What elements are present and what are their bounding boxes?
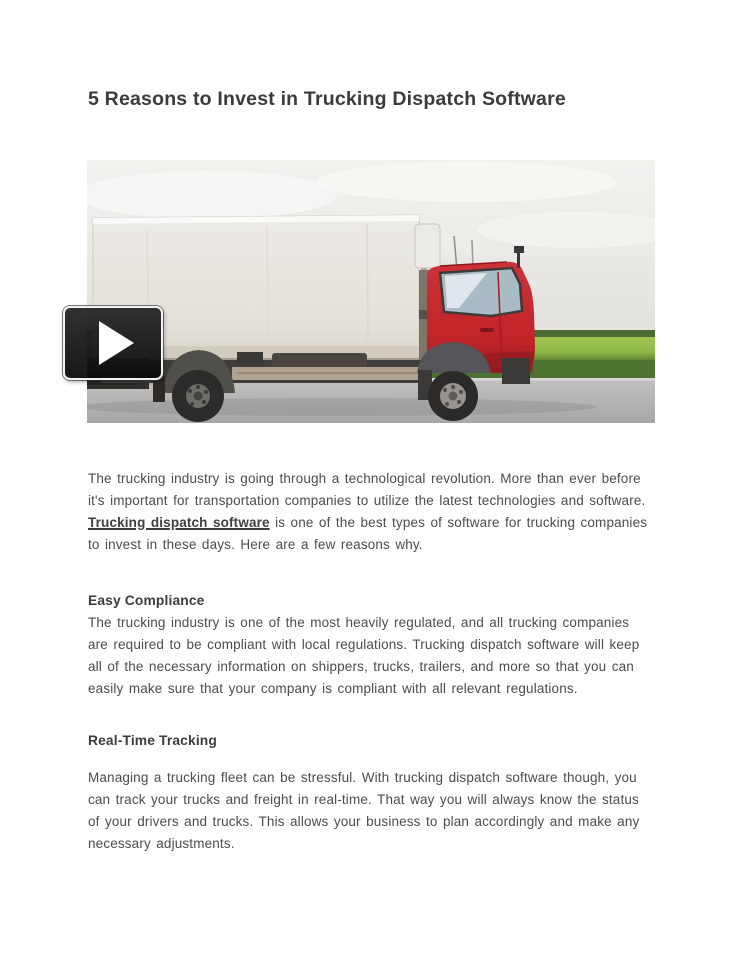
- front-wheel: [428, 371, 478, 421]
- section-body-real-time-tracking: Managing a trucking fleet can be stressful. With trucking dispatch software though, you can track your trucks and freight in real-time. That way you will always know the status of your drivers and trucks. This allows your business to plan accordingly and make any necessary adjustments.: [88, 770, 640, 851]
- section-body-easy-compliance: The trucking industry is one of the most heavily regulated, and all trucking companies are required to be compliant with local regulations. Trucking dispatch software will keep all of the necessary information on shippers, trucks, trailers, and more so that you can easily make sure that your company is compliant with all relevant regulations.: [88, 615, 640, 696]
- section-heading-easy-compliance: Easy Compliance: [88, 593, 205, 608]
- play-icon: [99, 321, 134, 365]
- video-thumbnail: [87, 160, 655, 423]
- video-play-button[interactable]: [63, 306, 163, 380]
- cloud: [87, 171, 337, 219]
- intro-paragraph: [88, 468, 653, 556]
- section-easy-compliance: [88, 590, 653, 700]
- cab-step: [502, 358, 530, 384]
- trucking-dispatch-software-link[interactable]: Trucking dispatch software: [88, 515, 270, 530]
- section-real-time-tracking: [88, 730, 653, 855]
- mirror: [514, 246, 524, 253]
- intro-text-after-link: is one of the best types of software for trucking companies to invest in these days. Here are a few reasons why.: [88, 515, 648, 552]
- section-heading-real-time-tracking: Real-Time Tracking: [88, 733, 217, 748]
- article-content: [88, 0, 653, 855]
- truck-photo: [87, 160, 655, 423]
- cloud: [317, 162, 617, 202]
- intro-text-before-link: The trucking industry is going through a technological revolution. More than ever before it's important for transportation companies to utilize the latest technologies and software.: [88, 471, 646, 508]
- page-title: 5 Reasons to Invest in Trucking Dispatch Software: [88, 88, 566, 110]
- door-handle: [480, 328, 494, 332]
